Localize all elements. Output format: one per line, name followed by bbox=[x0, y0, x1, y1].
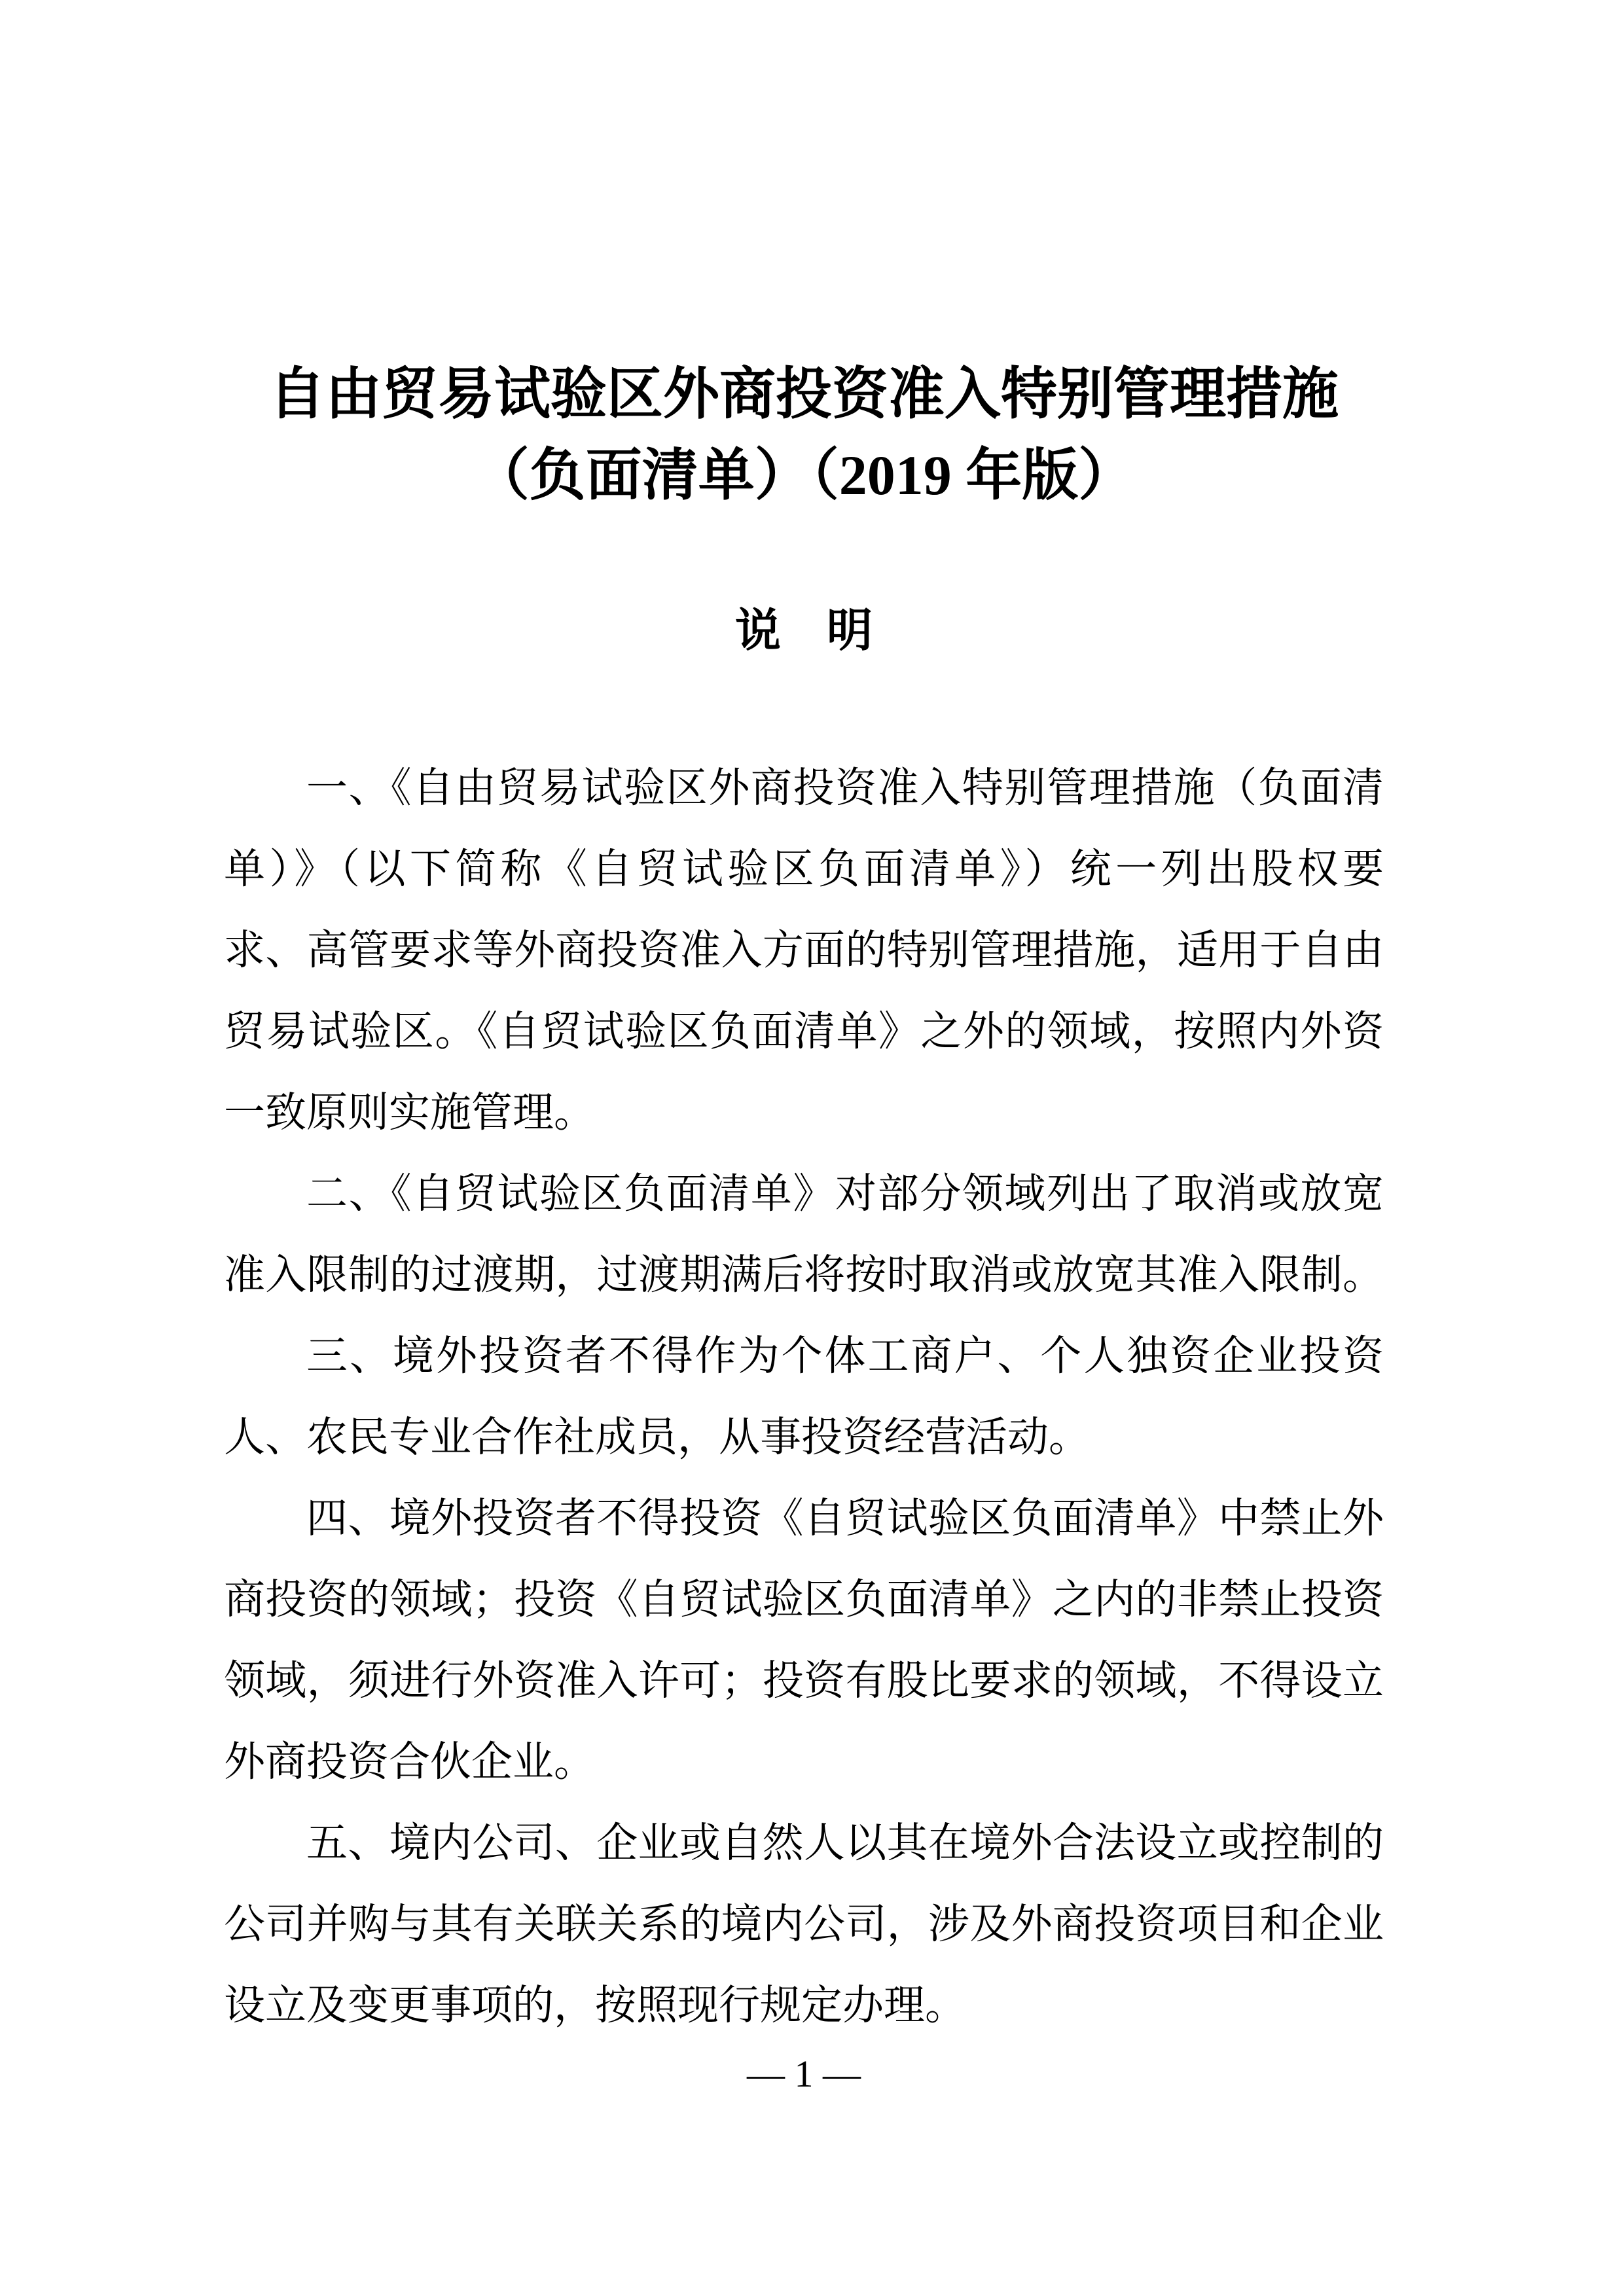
paragraph-2 bbox=[224, 1153, 1384, 1316]
paragraph-line: 人、农民专业合作社成员，从事投资经营活动。 bbox=[224, 1414, 1090, 1460]
paragraph-line: 准入限制的过渡期，过渡期满后将按时取消或放宽其准入限制。 bbox=[224, 1252, 1384, 1298]
document-title bbox=[224, 353, 1384, 516]
paragraph-line: 公司并购与其有关联关系的境内公司，涉及外商投资项目和企业 bbox=[224, 1901, 1384, 1947]
paragraph-line: 求、高管要求等外商投资准入方面的特别管理措施，适用于自由 bbox=[224, 927, 1384, 973]
paragraph-line: 领域，须进行外资准入许可；投资有股比要求的领域，不得设立 bbox=[224, 1658, 1384, 1704]
document-body bbox=[224, 747, 1384, 2046]
paragraph-line: 外商投资合伙企业。 bbox=[224, 1739, 595, 1785]
document-title-line-2: （负面清单）（2019 年版） bbox=[473, 444, 1135, 507]
section-heading: 说 明 bbox=[735, 605, 873, 656]
paragraph-1 bbox=[224, 747, 1384, 1153]
paragraph-4 bbox=[224, 1478, 1384, 1803]
paragraph-line: 设立及变更事项的，按照现行规定办理。 bbox=[224, 1982, 966, 2028]
paragraph-3 bbox=[224, 1316, 1384, 1478]
page-footer bbox=[224, 2051, 1384, 2097]
paragraph-line: 一致原则实施管理。 bbox=[224, 1090, 595, 1136]
paragraph-line: 三、境外投资者不得作为个体工商户、个人独资企业投资 bbox=[306, 1333, 1384, 1379]
paragraph-5 bbox=[224, 1803, 1384, 2046]
paragraph-line: 商投资的领域；投资《自贸试验区负面清单》之内的非禁止投资 bbox=[224, 1577, 1384, 1623]
page-number: — 1 — bbox=[747, 2053, 861, 2095]
paragraph-line: 五、境内公司、企业或自然人以其在境外合法设立或控制的 bbox=[306, 1820, 1384, 1866]
paragraph-line: 单）》（以下简称《自贸试验区负面清单》）统一列出股权要 bbox=[224, 846, 1384, 892]
paragraph-line: 二、《自贸试验区负面清单》对部分领域列出了取消或放宽 bbox=[306, 1171, 1384, 1217]
paragraph-line: 一、《自由贸易试验区外商投资准入特别管理措施（负面清 bbox=[306, 765, 1384, 811]
document-title-line-1: 自由贸易试验区外商投资准入特别管理措施 bbox=[269, 363, 1339, 425]
paragraph-line: 贸易试验区。《自贸试验区负面清单》之外的领域，按照内外资 bbox=[224, 1009, 1384, 1054]
paragraph-line: 四、境外投资者不得投资《自贸试验区负面清单》中禁止外 bbox=[306, 1496, 1384, 1541]
